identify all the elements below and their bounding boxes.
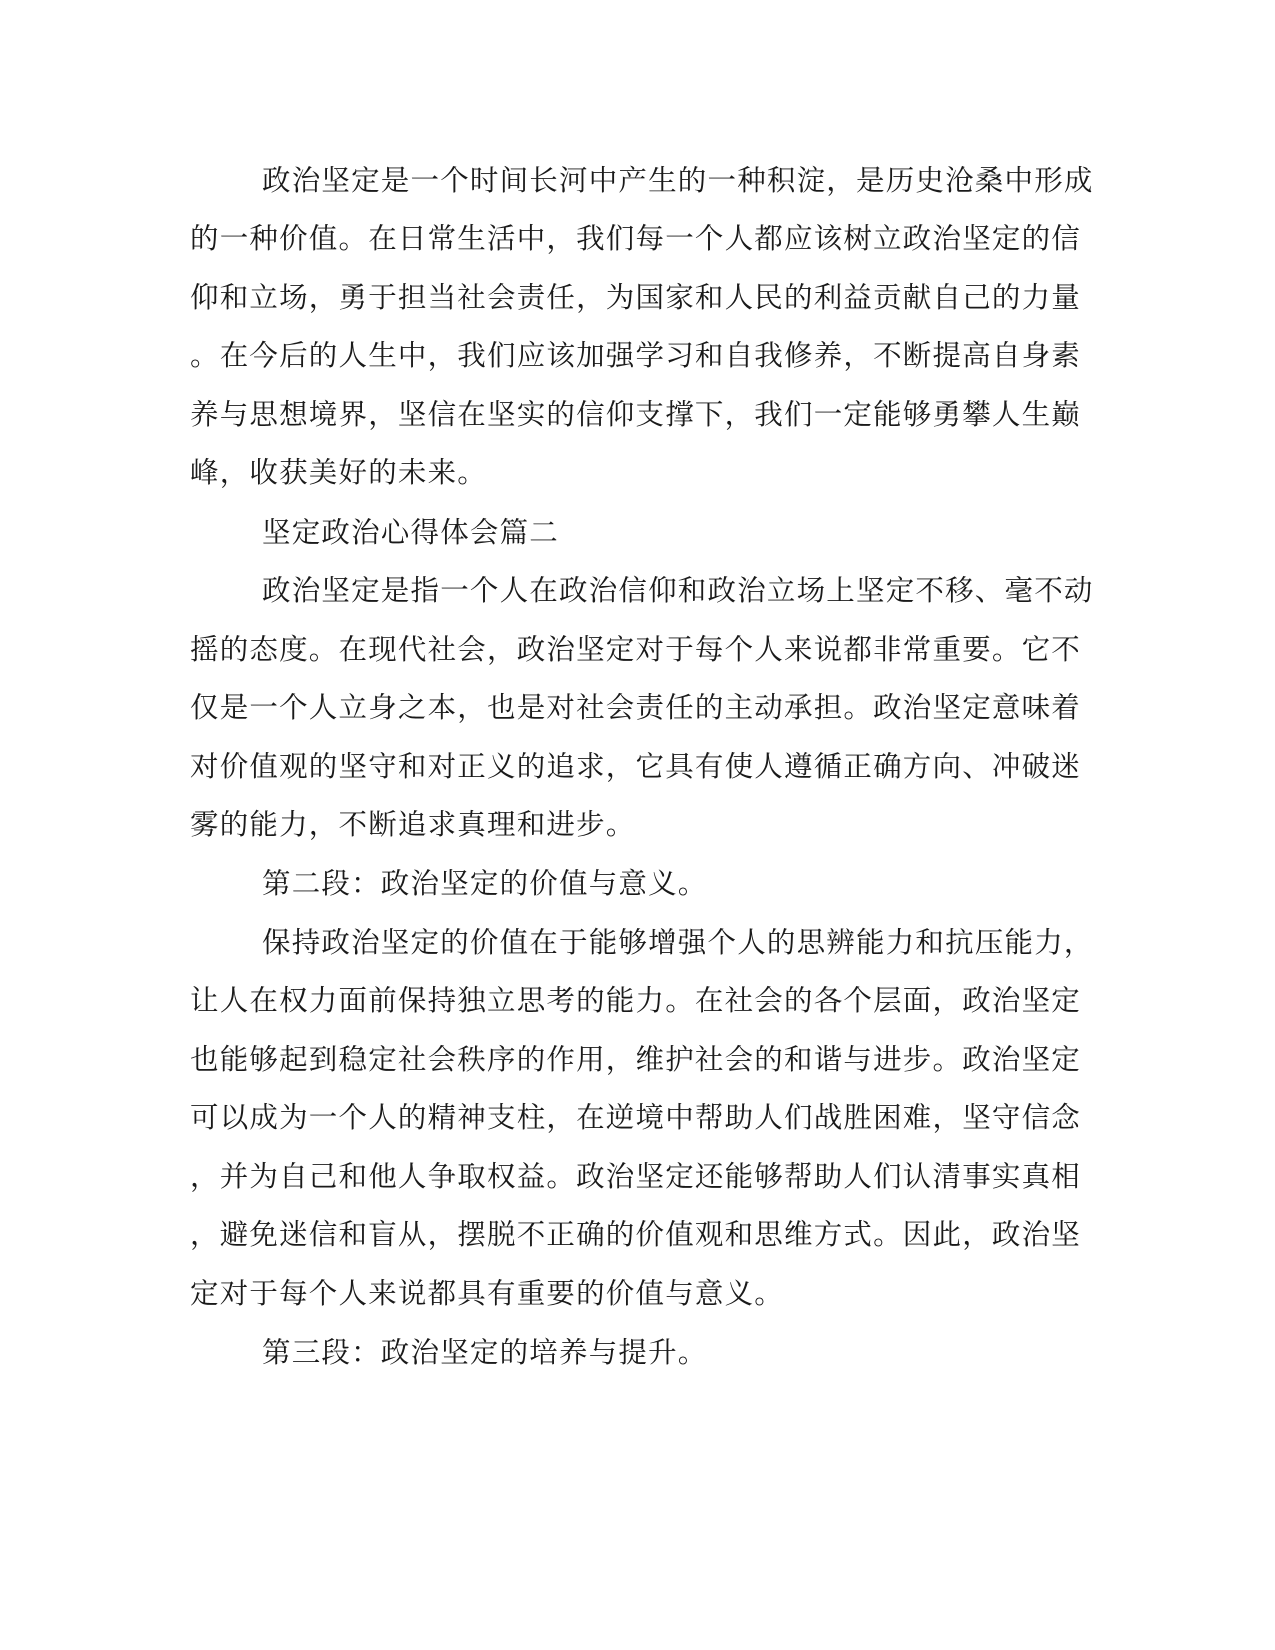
paragraph-1-line-2: 的一种价值。在日常生活中，我们每一个人都应该树立政治坚定的信	[190, 222, 1082, 255]
paragraph-3-line-1: 保持政治坚定的价值在于能够增强个人的思辨能力和抗压能力，	[262, 926, 1094, 959]
paragraph-1-line-3: 仰和立场，勇于担当社会责任，为国家和人民的利益贡献自己的力量	[190, 281, 1082, 314]
paragraph-2-line-3: 仅是一个人立身之本，也是对社会责任的主动承担。政治坚定意味着	[190, 691, 1082, 724]
paragraph-2-line-5: 雾的能力，不断追求真理和进步。	[190, 808, 636, 841]
paragraph-2-line-1: 政治坚定是指一个人在政治信仰和政治立场上坚定不移、毫不动	[262, 574, 1094, 607]
paragraph-3-line-5: ，并为自己和他人争取权益。政治坚定还能够帮助人们认清事实真相	[190, 1160, 1082, 1193]
subheading-section-3: 第三段：政治坚定的培养与提升。	[262, 1336, 708, 1369]
subheading-section-2: 第二段：政治坚定的价值与意义。	[262, 867, 708, 900]
paragraph-2-line-2: 摇的态度。在现代社会，政治坚定对于每个人来说都非常重要。它不	[190, 633, 1082, 666]
paragraph-3-line-6: ，避免迷信和盲从，摆脱不正确的价值观和思维方式。因此，政治坚	[190, 1218, 1082, 1251]
paragraph-3-line-3: 也能够起到稳定社会秩序的作用，维护社会的和谐与进步。政治坚定	[190, 1043, 1082, 1076]
paragraph-1-line-1: 政治坚定是一个时间长河中产生的一种积淀，是历史沧桑中形成	[262, 164, 1094, 197]
paragraph-3-line-7: 定对于每个人来说都具有重要的价值与意义。	[190, 1277, 785, 1310]
section-heading: 坚定政治心得体会篇二	[262, 516, 560, 549]
paragraph-3-line-4: 可以成为一个人的精神支柱，在逆境中帮助人们战胜困难，坚守信念	[190, 1101, 1082, 1134]
paragraph-1-line-5: 养与思想境界，坚信在坚实的信仰支撑下，我们一定能够勇攀人生巅	[190, 398, 1082, 431]
paragraph-2-line-4: 对价值观的坚守和对正义的追求，它具有使人遵循正确方向、冲破迷	[190, 750, 1082, 783]
paragraph-3-line-2: 让人在权力面前保持独立思考的能力。在社会的各个层面，政治坚定	[190, 984, 1082, 1017]
paragraph-1-line-6: 峰，收获美好的未来。	[190, 456, 488, 489]
paragraph-1-line-4: 。在今后的人生中，我们应该加强学习和自我修养，不断提高自身素	[190, 339, 1082, 372]
